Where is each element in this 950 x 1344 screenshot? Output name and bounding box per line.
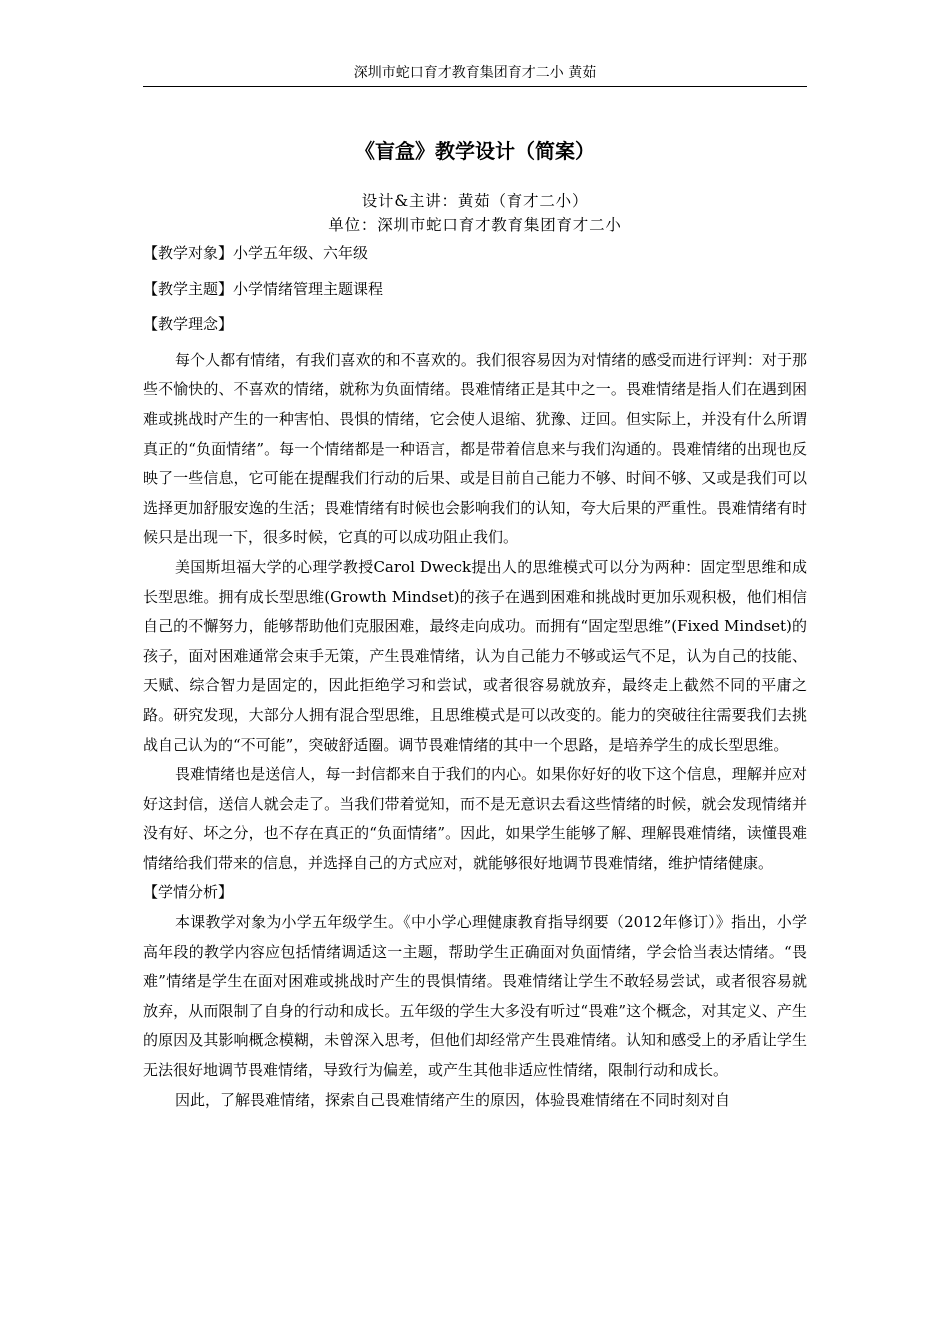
- analysis-paragraph: 因此，了解畏难情绪，探索自己畏难情绪产生的原因，体验畏难情绪在不同时刻对自: [175, 1090, 731, 1109]
- unit-line: 单位：深圳市蛇口育才教育集团育才二小: [328, 216, 622, 234]
- philosophy-heading: 【教学理念】: [143, 315, 234, 334]
- header-rule: [143, 86, 807, 87]
- document-title: 《盲盒》教学设计（简案）: [355, 139, 595, 163]
- philosophy-paragraph: 每个人都有情绪，有我们喜欢的和不喜欢的。我们很容易因为对情绪的感受而进行评判：对于那些不愉快的、不喜欢的情绪，就称为负面情绪。畏难情绪正是其中之一。畏难情绪是指人们在遇到困难或挑战时产生的一种害怕、畏惧的情绪，它会使人退缩、犹豫、迂回。但实际上，并没有什么所谓真正的“负面情绪”。每一个情绪都是一种语言，都是带着信息来与我们沟通的。畏难情绪的出现也反映了一些信息，它可能在提醒我们行动的后果、或是目前自己能力不够、时间不够、又或是我们可以选择更加舒服安逸的生活；畏难情绪有时候也会影响我们的认知，夸大后果的严重性。畏难情绪有时候只是出现一下，很多时候，它真的可以成功阻止我们。: [143, 350, 807, 547]
- teaching-theme: 【教学主题】小学情绪管理主题课程: [143, 279, 384, 298]
- page-header: 深圳市蛇口育才教育集团育才二小 黄茹: [353, 65, 597, 81]
- designer-line: 设计&主讲：黄茹（育才二小）: [361, 192, 589, 210]
- philosophy-paragraph: 美国斯坦福大学的心理学教授Carol Dweck提出人的思维模式可以分为两种：固定型思维和成长型思维。拥有成长型思维(Growth Mindset)的孩子在遇到困难和挑战时更加乐观积极，他们相信自己的不懈努力，能够帮助他们克服困难，最终走向成功。而拥有“固定型思维”(Fixed Mindset)的孩子，面对困难通常会束手无策，产生畏难情绪，认为自己能力不够或运气不足，认为自己的技能、天赋、综合智力是固定的，因此拒绝学习和尝试，或者很容易就放弃，最终走上截然不同的平庸之路。研究发现，大部分人拥有混合型思维，且思维模式是可以改变的。能力的突破往往需要我们去挑战自己认为的“不可能”，突破舒适圈。调节畏难情绪的其中一个思路，是培养学生的成长型思维。: [143, 557, 807, 754]
- analysis-heading: 【学情分析】: [143, 883, 234, 902]
- analysis-paragraph: 本课教学对象为小学五年级学生。《中小学心理健康教育指导纲要（2012年修订）》指出，小学高年段的教学内容应包括情绪调适这一主题，帮助学生正确面对负面情绪，学会恰当表达情绪。“畏难”情绪是学生在面对困难或挑战时产生的畏惧情绪。畏难情绪让学生不敢轻易尝试，或者很容易就放弃，从而限制了自身的行动和成长。五年级的学生大多没有听过“畏难”这个概念，对其定义、产生的原因及其影响概念模糊，未曾深入思考，但他们却经常产生畏难情绪。认知和感受上的矛盾让学生无法很好地调节畏难情绪，导致行为偏差，或产生其他非适应性情绪，限制行动和成长。: [143, 913, 807, 1080]
- teaching-target: 【教学对象】小学五年级、六年级: [143, 244, 369, 262]
- document-body: [143, 239, 807, 1115]
- philosophy-paragraph: 畏难情绪也是送信人，每一封信都来自于我们的内心。如果你好好的收下这个信息，理解并应对好这封信，送信人就会走了。当我们带着觉知，而不是无意识去看这些情绪的时候，就会发现情绪并没有好、坏之分，也不存在真正的“负面情绪”。因此，如果学生能够了解、理解畏难情绪，读懂畏难情绪给我们带来的信息，并选择自己的方式应对，就能够很好地调节畏难情绪，维护情绪健康。: [143, 765, 807, 872]
